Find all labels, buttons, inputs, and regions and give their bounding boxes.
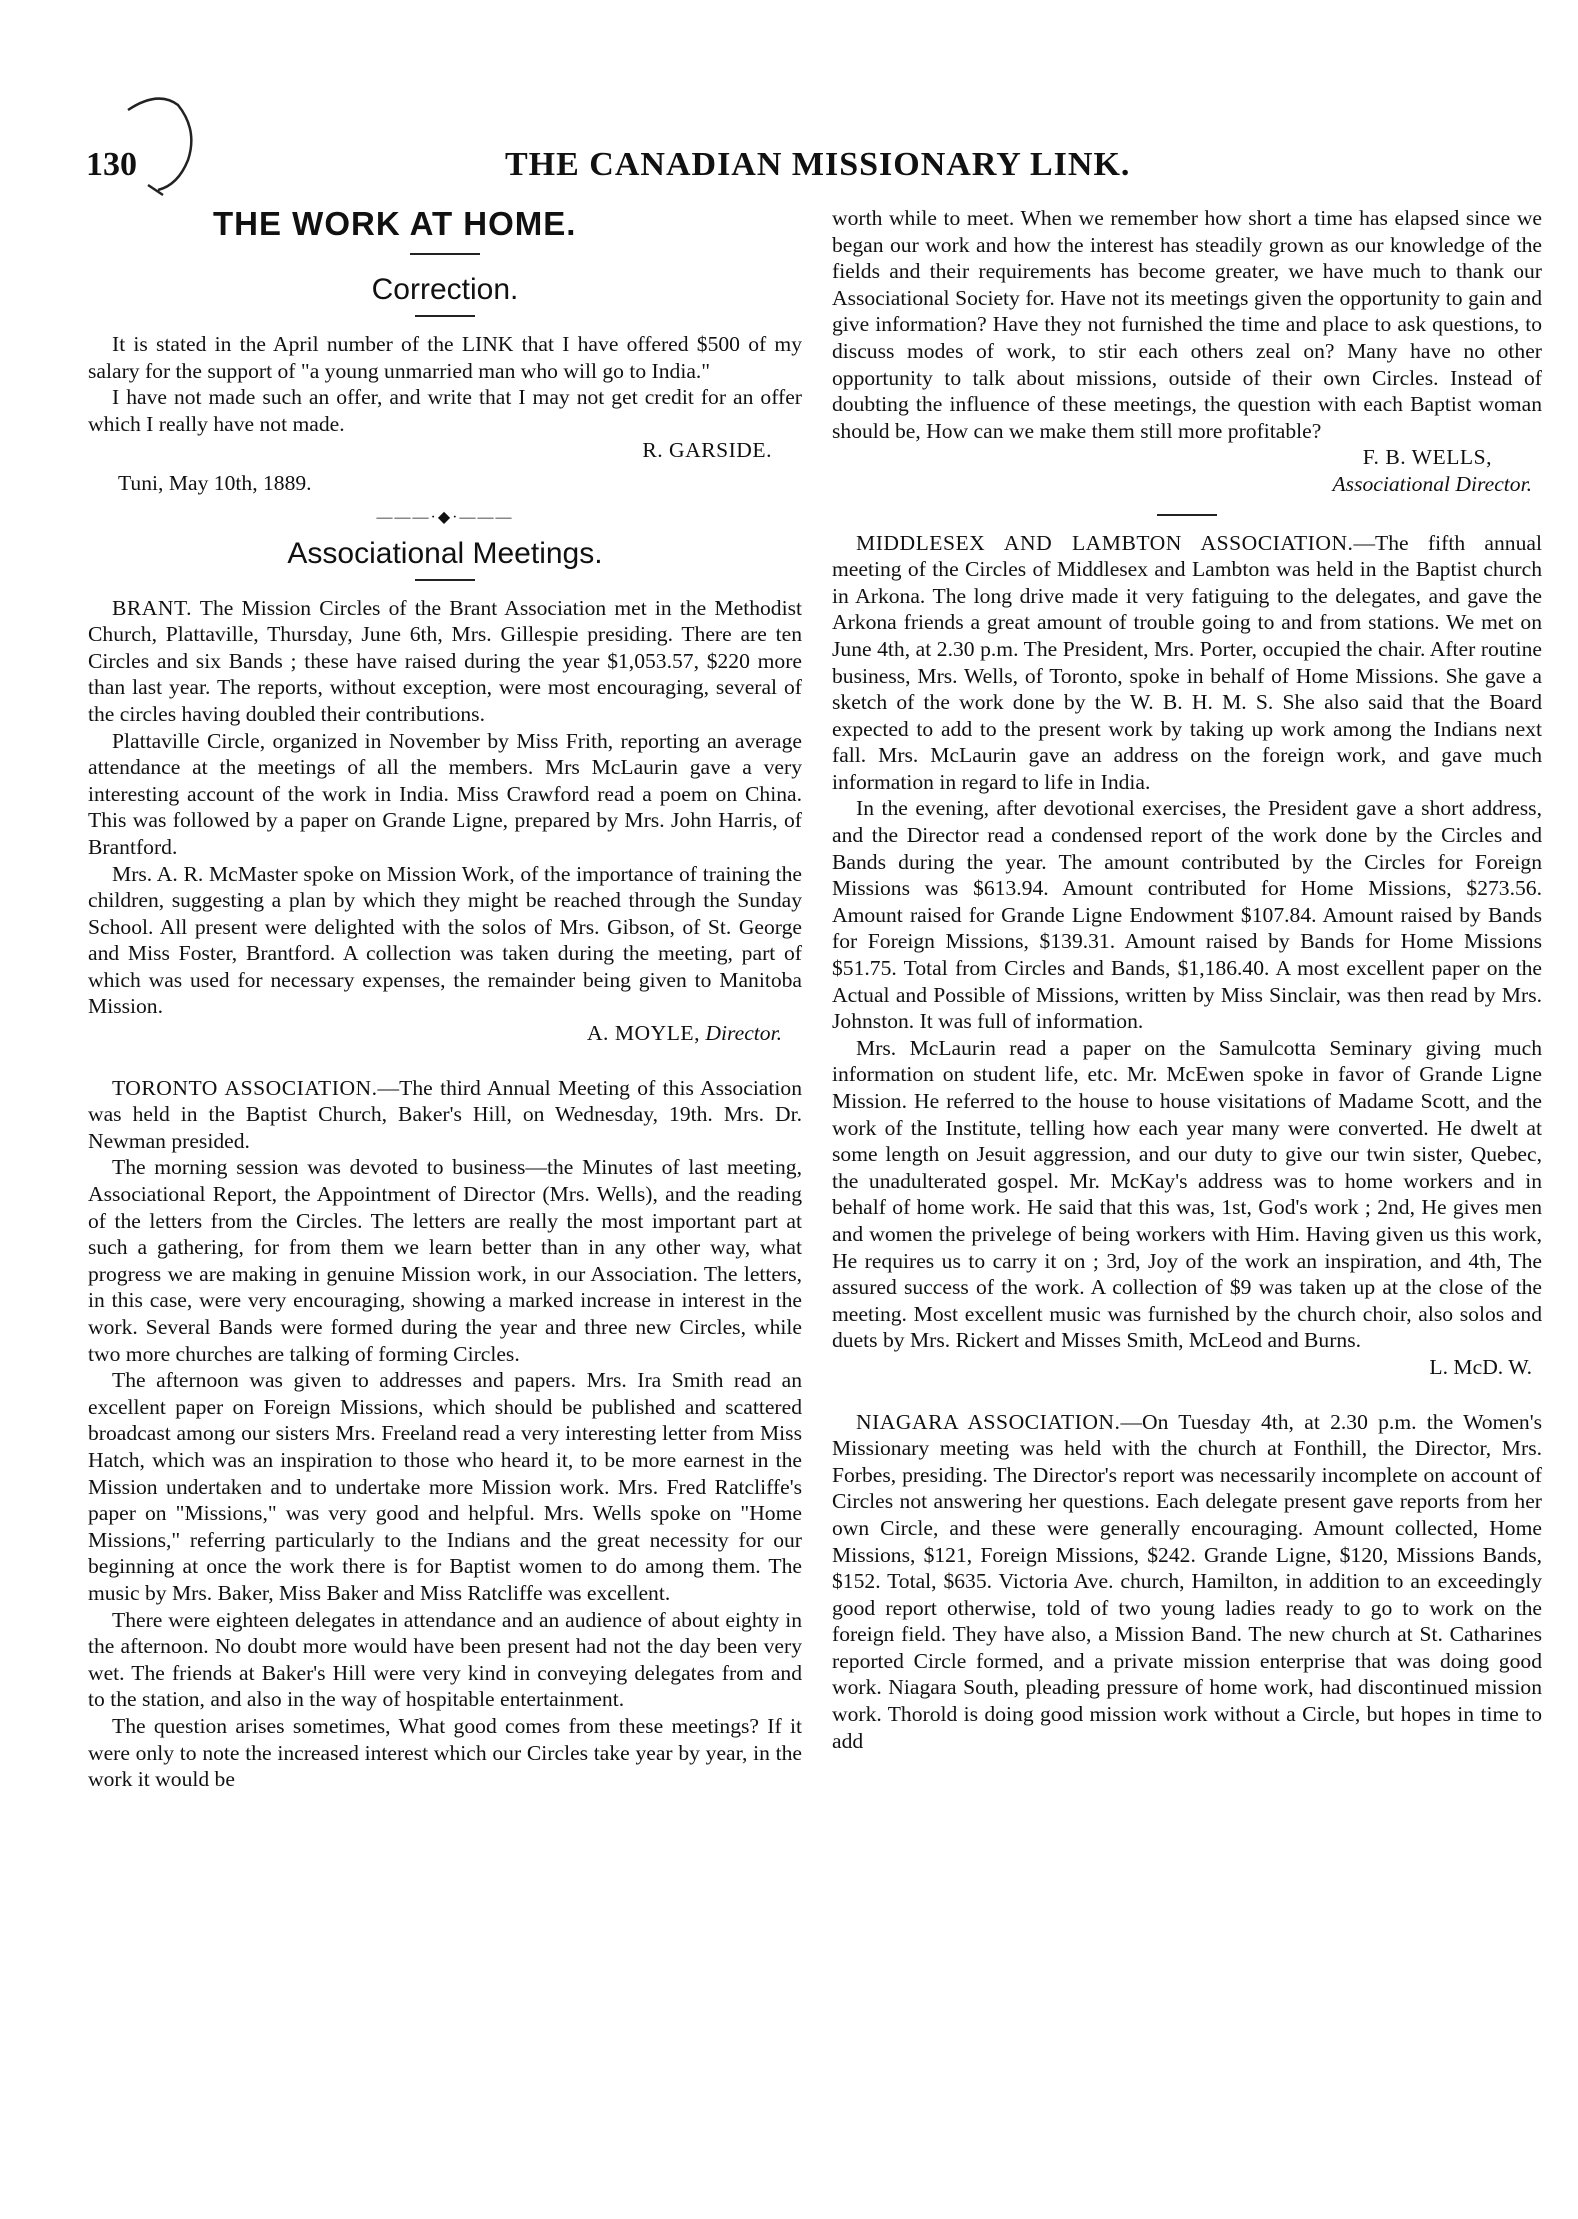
toronto-paragraph: TORONTO ASSOCIATION.—The third Annual Meeting of this Association was held in the Baptist Church, Baker's Hill, on Wednesday, 19th. Mrs. Dr. Newman presided.	[88, 1075, 802, 1153]
toronto-paragraph: The question arises sometimes, What good comes from these meetings? If it were only to note the increased interest which our Circles take year by year, in the work it would be	[88, 1713, 802, 1792]
niagara-paragraph: NIAGARA ASSOCIATION.—On Tuesday 4th, at 2.30 p.m. the Women's Missionary meeting was held with the church at Fonthill, the Director, Mrs. Forbes, presiding. The Director's report was necessarily incomplete on account of Circles not answering her questions. Each delegate present gave reports from her own Circle, and these were generally encouraging. Amount collected, Home Missions, $121, Foreign Missions, $242. Grande Ligne, $120, Missions Bands, $152. Total, $635. Victoria Ave. church, Hamilton, in addition to an exceedingly good report otherwise, told of two young ladies ready to go to work on the foreign field. They have also, a Mission Band. The new church at St. Catharines reported Circle formed, and a private mission enterprise that was doing good work. Niagara South, pleading pressure of home work, had discontinued mission work. Thorold is doing good mission work without a Circle, but hopes in time to add	[832, 1409, 1542, 1753]
journal-title: THE CANADIAN MISSIONARY LINK.	[505, 146, 1131, 183]
toronto-signature: F. B. WELLS,	[1362, 445, 1492, 470]
correction-dateline: Tuni, May 10th, 1889.	[118, 470, 312, 495]
niagara-lead: NIAGARA ASSOCIATION.	[856, 1409, 1121, 1434]
brant-signature: A. MOYLE, Director.	[586, 1021, 782, 1046]
toronto-lead: TORONTO ASSOCIATION.	[112, 1075, 378, 1100]
left-column	[88, 205, 802, 1793]
brant-paragraph: BRANT. The Mission Circles of the Brant Association met in the Methodist Church, Plattaville, Thursday, June 6th, Mrs. Gillespie presiding. There are ten Circles and six Bands ; these have raised during the year $1,053.57, $220 more than last year. The reports, without exception, were most encouraging, several of the circles having doubled their contributions.	[88, 595, 802, 726]
middlesex-paragraph: MIDDLESEX AND LAMBTON ASSOCIATION.—The fifth annual meeting of the Circles of Middlesex and Lambton was held in the Baptist church in Arkona. The long drive made it very fatiguing to the delegates, and gave the Arkona friends a great amount of trouble going to and from stations. We met on June 4th, at 2.30 p.m. The President, Mrs. Porter, occupied the chair. After routine business, Mrs. Wells, of Toronto, spoke in behalf of Home Missions. She gave a sketch of the work done by the W. B. H. M. S. She also said that the Board expected to add to the present work by taking up work among the Indians next fall. Mrs. McLaurin gave an address on the foreign work, and gave much information in regard to life in India.	[832, 530, 1542, 794]
middlesex-signature: L. McD. W.	[1429, 1354, 1532, 1379]
divider	[1157, 514, 1217, 516]
brant-lead: BRANT.	[112, 595, 192, 620]
middlesex-paragraph: In the evening, after devotional exercises, the President gave a short address, and the Director read a condensed report of the work done by the Circles and Bands during the year. The amount contributed by the Circles for Foreign Missions was $613.94. Amount contributed for Home Missions, $273.56. Amount raised for Grande Ligne Endowment $107.84. Amount raised by Bands for Foreign Missions, $139.31. Amount raised by Bands for Home Missions $51.75. Total from Circles and Bands, $1,186.40. A most excellent paper on the Actual and Possible of Missions, written by Miss Sinclair, was then read by Mrs. Johnston. It was full of information.	[832, 796, 1542, 1034]
divider	[415, 579, 475, 581]
section-title: THE WORK AT HOME.	[213, 205, 577, 242]
correction-signature: R. GARSIDE.	[642, 438, 772, 463]
divider	[415, 315, 475, 317]
right-column	[832, 205, 1542, 1754]
divider	[410, 253, 480, 255]
ornament-divider: ———·◆·———	[376, 508, 514, 526]
brant-paragraph: Plattaville Circle, organized in November by Miss Frith, reporting an average attendance at the meetings of all the members. Mrs McLaurin gave a very interesting account of the work in India. Miss Crawford read a poem on China. This was followed by a paper on Grande Ligne, prepared by Mrs. John Harris, of Brantford.	[88, 728, 802, 859]
toronto-paragraph: The afternoon was given to addresses and papers. Mrs. Ira Smith read an excellent paper on Foreign Missions, which should be published and scattered broadcast among our sisters Mrs. Freeland read a very interesting letter from Miss Hatch, which was an inspiration to those who heard it, to be more earnest in the Mission undertaken and to undertake more Mission work. Mrs. Fred Ratcliffe's paper on "Missions," was very good and helpful. Mrs. Wells spoke on "Home Missions," referring particularly to the Indians and the great necessity for our beginning at once the work there is for Baptist women to do among them. The music by Mrs. Baker, Miss Baker and Miss Ratcliffe was excellent.	[88, 1368, 802, 1605]
brant-paragraph: Mrs. A. R. McMaster spoke on Mission Work, of the importance of training the children, suggesting a plan by which they might be reached through the Sunday School. All present were delighted with the solos of Mrs. Gibson, of St. George and Miss Foster, Brantford. A collection was taken during the meeting, part of which was used for necessary expenses, the remainder being given to Manitoba Mission.	[88, 861, 802, 1019]
toronto-role: Associational Director.	[1332, 471, 1532, 496]
toronto-continued: worth while to meet. When we remember how short a time has elapsed since we began our work and how the interest has steadily grown as our knowledge of the fields and their requirements has become greater, we have much to thank our Associational Society for. Have not its meetings given the opportunity to gain and give information? Have they not furnished the time and place to ask questions, to discuss modes of work, to stir each others zeal on? Many have no other opportunity to talk about missions, outside of their own Circles. Instead of doubting the influence of these meetings, the question with each Baptist woman should be, How can we make them still more profitable?	[832, 206, 1542, 443]
toronto-paragraph: There were eighteen delegates in attendance and an audience of about eighty in the afternoon. No doubt more would have been present had not the day been very wet. The friends at Baker's Hill were very kind in conveying delegates from and to the station, and also in the way of hospitable entertainment.	[88, 1607, 802, 1712]
correction-paragraph: It is stated in the April number of the LINK that I have offered $500 of my salary for the support of "a young unmarried man who will go to India."	[88, 332, 802, 383]
correction-title: Correction.	[371, 273, 519, 306]
middlesex-lead: MIDDLESEX AND LAMBTON ASSOCIATION.	[856, 530, 1354, 555]
middlesex-paragraph: Mrs. McLaurin read a paper on the Samulcotta Seminary giving much information on student life, etc. Mr. McEwen spoke in favor of Grande Ligne Mission. He referred to the house to house visitations of Madame Scott, and the work of the Institute, telling how each year many were converted. He dwelt at some length on Jesuit aggression, and our duty to give our twin sister, Quebec, the unadulterated gospel. Mr. McKay's address was to home workers and in behalf of home work. He said that this was, 1st, God's work ; 2nd, He gives men and women the privelege of being workers with Him. Having given us this work, He requires us to carry it on ; 3rd, Joy of the work an inspiration, and 4th, The assured success of the work. A collection of $9 was taken up at the close of the meeting. Most excellent music was furnished by the church choir, also solos and duets by Mrs. Rickert and Misses Smith, McLeod and Burns.	[832, 1035, 1542, 1353]
page-number: 130	[86, 146, 137, 183]
correction-paragraph: I have not made such an offer, and write that I may not get credit for an offer which I really have not made.	[88, 385, 802, 436]
toronto-paragraph: The morning session was devoted to business—the Minutes of last meeting, Associational Report, the Appointment of Director (Mrs. Wells), and the reading of the letters from the Circles. The letters are really the most important part at such a gathering, for from them we learn better than in any other way, what progress we are making in genuine Mission work, in our Association. The letters, in this case, were very encouraging, showing a marked increase in interest in the work. Several Bands were formed during the year and three new Circles, while two more churches are talking of forming Circles.	[88, 1155, 802, 1366]
meetings-title: Associational Meetings.	[287, 536, 603, 570]
